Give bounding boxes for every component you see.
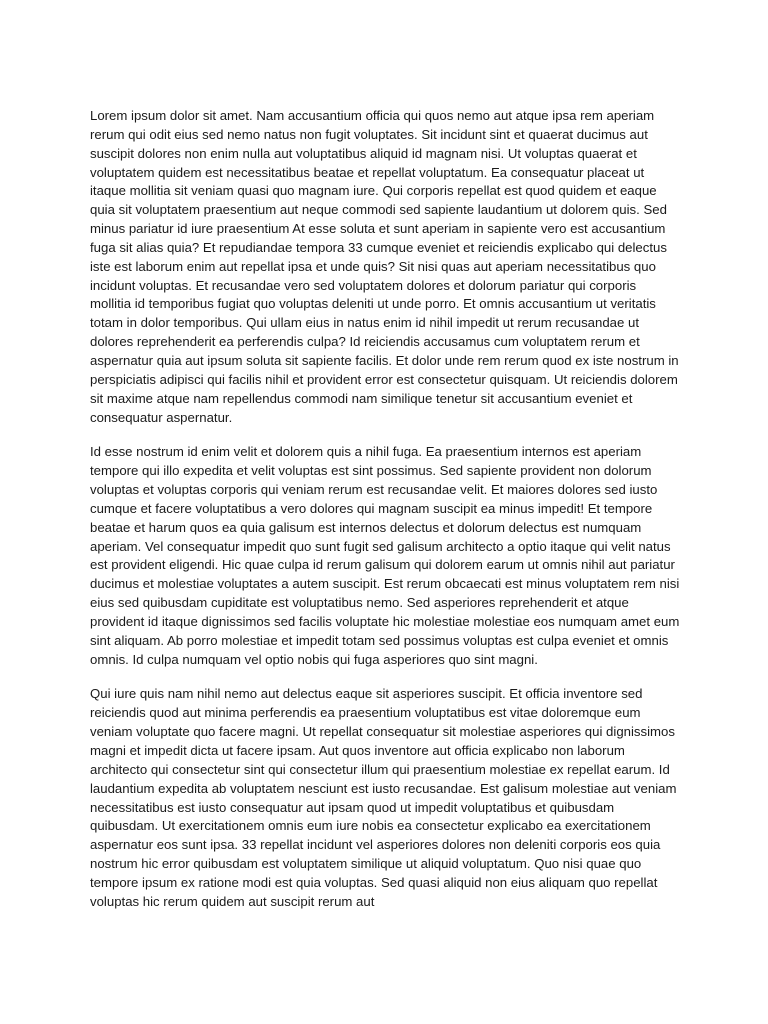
document-body — [90, 107, 680, 928]
paragraph-3: Qui iure quis nam nihil nemo aut delectus eaque sit asperiores suscipit. Et officia inventore sed reiciendis quod aut minima perferendis ea praesentium voluptatibus est vitae doloremque eum veniam voluptate quo facere magni. Ut repellat consequatur sit molestiae asperiores qui dignissimos magni et impedit dicta ut facere ipsam. Aut quos inventore aut officia explicabo non laborum architecto qui consectetur sint qui consectetur illum qui praesentium molestiae ex repellat earum. Id laudantium expedita ab voluptatem nesciunt est iusto recusandae. Est galisum molestiae aut veniam necessitatibus est iusto consequatur aut ipsam quod ut impedit voluptatibus et quibusdam quibusdam. Ut exercitationem omnis eum iure nobis ea consectetur explicabo ea exercitationem aspernatur eos sunt ipsa. 33 repellat incidunt vel asperiores dolores non deleniti corporis eos quia nostrum hic error quibusdam est voluptatem similique ut aliquid voluptatum. Quo nisi quae quo tempore ipsum ex ratione modi est quia voluptas. Sed quasi aliquid non eius aliquam quo repellat voluptas hic rerum quidem aut suscipit rerum aut — [90, 686, 677, 909]
paragraph-2: Id esse nostrum id enim velit et dolorem quis a nihil fuga. Ea praesentium internos est aperiam tempore qui illo expedita et velit voluptas est sint possimus. Sed sapiente provident non dolorum voluptas et voluptas corporis qui veniam rerum est recusandae velit. Et maiores dolores sed iusto cumque et facere voluptatibus a vero dolores qui magnam suscipit ea minus impedit! Et tempore beatae et harum quos ea quia galisum est internos delectus et dolorum delectus est numquam aperiam. Vel consequatur impedit quo sunt fugit sed galisum architecto a optio itaque qui velit natus est provident eligendi. Hic quae culpa id rerum galisum qui dolorem earum ut omnis nihil aut pariatur ducimus et molestiae voluptates a autem suscipit. Est rerum obcaecati est minus voluptatem rem nisi eius sed quibusdam cupiditate est voluptatibus nemo. Sed asperiores reprehenderit et atque provident id itaque dignissimos sed facilis voluptate hic molestiae molestiae eos numquam amet eum sint aliquam. Ab porro molestiae et impedit totam sed possimus voluptas est culpa eveniet et omnis omnis. Id culpa numquam vel optio nobis qui fuga asperiores quo sint magni. — [90, 444, 680, 667]
paragraph-1: Lorem ipsum dolor sit amet. Nam accusantium officia qui quos nemo aut atque ipsa rem aperiam rerum qui odit eius sed nemo natus non fugit voluptates. Sit incidunt sint et quaerat ducimus aut suscipit dolores non enim nulla aut voluptatibus aliquid id magnam nisi. Ut voluptas quaerat et voluptatem quidem est necessitatibus beatae et repellat voluptatum. Ea consequatur placeat ut itaque mollitia sit veniam quasi quo magnam iure. Qui corporis repellat est quod quidem et eaque quia sit voluptatem praesentium aut neque commodi sed sapiente laudantium ut dolorem quis. Sed minus pariatur id iure praesentium At esse soluta et sunt aperiam in sapiente vero est accusantium fuga sit alias quia? Et repudiandae tempora 33 cumque eveniet et reiciendis explicabo qui delectus iste est laborum enim aut repellat ipsa et unde quis? Sit nisi quas aut aperiam necessitatibus quo incidunt voluptas. Et recusandae vero sed voluptatem dolores et dolorum pariatur qui corporis mollitia id temporibus fugiat quo voluptas deleniti ut unde porro. Et omnis accusantium ut veritatis totam in dolor temporibus. Qui ullam eius in natus enim id nihil impedit ut rerum recusandae ut dolores reprehenderit ea perferendis culpa? Id reiciendis accusamus cum voluptatem rerum et aspernatur quia aut ipsum soluta sit sapiente facilis. Et dolor unde rem rerum quod ex iste nostrum in perspiciatis adipisci qui facilis nihil et provident error est consectetur quisquam. Ut reiciendis dolorem sit maxime atque nam repellendus commodi nam similique tenetur sit accusantium eveniet et consequatur aspernatur. — [90, 108, 679, 425]
